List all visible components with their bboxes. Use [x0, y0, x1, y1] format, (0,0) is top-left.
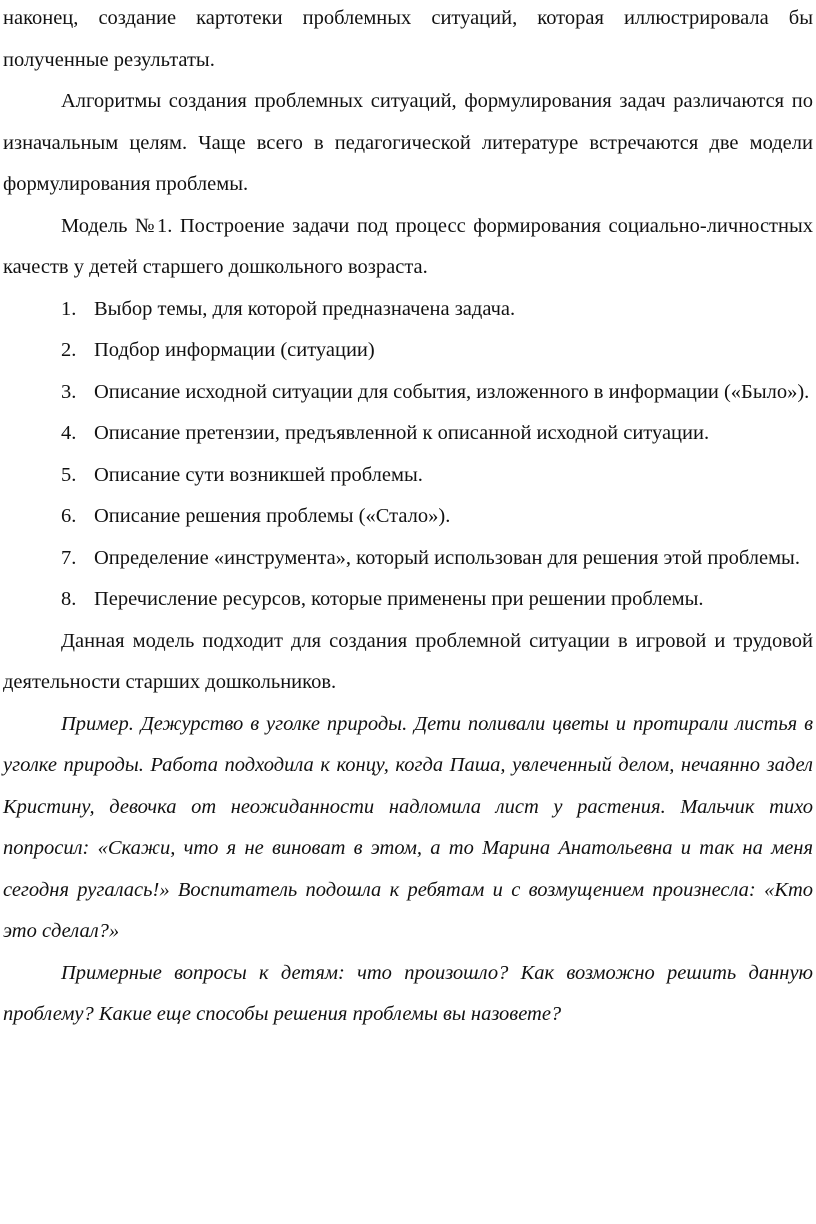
- paragraph-algorithms: Алгоритмы создания проблемных ситуаций, формулирования задач различаются по изначальным целям. Чаще всего в педагогической литературе встречаются две модели формулирования проблемы.: [3, 90, 813, 195]
- list-text: Описание претензии, предъявленной к описанной исходной ситуации.: [94, 422, 710, 444]
- list-item: [3, 496, 813, 538]
- list-item: [3, 289, 813, 331]
- list-number: 4.: [61, 422, 77, 444]
- list-item: [3, 372, 813, 414]
- list-text: Подбор информации (ситуации): [94, 339, 375, 361]
- paragraph-example: Пример. Дежурство в уголке природы. Дети поливали цветы и протирали листья в уголке природы. Работа подходила к концу, когда Паша, увлеченный делом, нечаянно задел Кристину, девочка от неожиданности надломила лист у растения. Мальчик тихо попросил: «Скажи, что я не виноват в этом, а то Марина Анатольевна и так на меня сегодня ругалась!» Воспитатель подошла к ребятам и с возмущением произнесла: «Кто это сделал?»: [3, 712, 813, 942]
- list-item: [3, 413, 813, 455]
- list-text: Выбор темы, для которой предназначена задача.: [94, 297, 516, 320]
- list-text: Описание исходной ситуации для события, изложенного в информации («Было»).: [94, 380, 810, 403]
- list-text: Описание решения проблемы («Стало»).: [94, 505, 451, 527]
- paragraph-questions: Примерные вопросы к детям: что произошло? Как возможно решить данную проблему? Какие еще способы решения проблемы вы назовете?: [3, 961, 813, 1025]
- list-number: 3.: [61, 380, 77, 403]
- list-text: Описание сути возникшей проблемы.: [94, 463, 423, 486]
- list-text: Перечисление ресурсов, которые применены при решении проблемы.: [94, 588, 704, 610]
- list-item: [3, 455, 813, 497]
- list-text: Определение «инструмента», который использован для решения этой проблемы.: [94, 546, 800, 569]
- list-number: 7.: [61, 546, 77, 569]
- paragraph-model-1: Модель №1. Построение задачи под процесс формирования социально-личностных качеств у детей старшего дошкольного возраста.: [3, 214, 813, 278]
- list-number: 1.: [61, 297, 77, 320]
- list-item: [3, 579, 813, 621]
- list-item: [3, 330, 813, 372]
- paragraph-model-description: Данная модель подходит для создания проблемной ситуации в игровой и трудовой деятельности старших дошкольников.: [3, 629, 813, 693]
- paragraph-continuation: наконец, создание картотеки проблемных ситуаций, которая иллюстрировала бы полученные результаты.: [3, 7, 813, 71]
- list-number: 6.: [61, 505, 77, 527]
- list-number: 5.: [61, 463, 77, 486]
- list-number: 8.: [61, 588, 77, 610]
- list-number: 2.: [61, 339, 77, 361]
- list-item: [3, 538, 813, 580]
